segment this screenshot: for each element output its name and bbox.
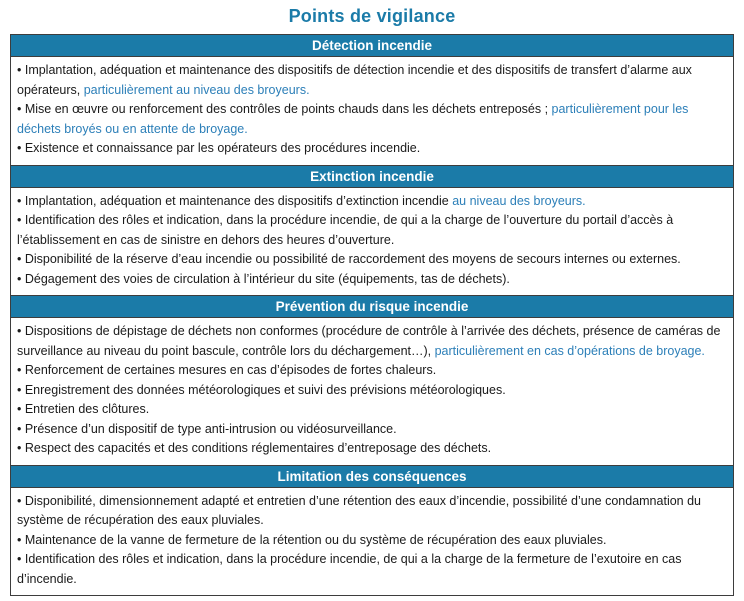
- item-text: • Disponibilité de la réserve d’eau incendie ou possibilité de raccordement des moyens de secours internes ou externes.: [17, 252, 681, 266]
- list-item: [17, 250, 727, 270]
- section-body: [11, 188, 733, 296]
- item-text: • Mise en œuvre ou renforcement des contrôles de points chauds dans les déchets entreposés ;: [17, 102, 552, 116]
- item-text: • Identification des rôles et indication, dans la procédure incendie, de qui a la charge de l’ouverture du portail d’accès à l’établissement en cas de sinistre en dehors des heures d’ouverture.: [17, 213, 674, 247]
- section-extinction: [11, 165, 733, 296]
- section-header: Extinction incendie: [11, 166, 733, 188]
- section-header: Limitation des conséquences: [11, 466, 733, 488]
- item-text: • Implantation, adéquation et maintenance des dispositifs d’extinction incendie: [17, 193, 453, 208]
- section-prevention: [11, 295, 733, 465]
- page-title: Points de vigilance: [288, 6, 456, 26]
- list-item: [17, 361, 727, 381]
- list-item: [17, 139, 727, 159]
- item-text: • Respect des capacités et des conditions réglementaires d’entreposage des déchets.: [17, 441, 492, 455]
- section-detection: [11, 35, 733, 165]
- item-text: • Existence et connaissance par les opérateurs des procédures incendie.: [17, 141, 421, 155]
- list-item: [17, 61, 727, 100]
- item-highlight: particulièrement pour les déchets broyés ou en attente de broyage.: [17, 102, 689, 136]
- item-text: • Disponibilité, dimensionnement adapté et entretien d’une rétention des eaux d’incendie, possibilité d’une condamnation du système de récupération des eaux pluviales.: [17, 493, 701, 527]
- item-highlight: particulièrement au niveau des broyeurs.: [83, 82, 310, 97]
- item-text: • Entretien des clôtures.: [17, 402, 150, 416]
- item-highlight: particulièrement en cas d’opérations de broyage.: [434, 343, 705, 358]
- item-text: • Enregistrement des données météorologiques et suivi des prévisions météorologiques.: [17, 382, 506, 397]
- item-text: • Présence d’un dispositif de type anti-intrusion ou vidéosurveillance.: [17, 421, 397, 436]
- list-item: [17, 439, 727, 459]
- list-item: [17, 492, 727, 531]
- section-body: [11, 57, 733, 165]
- list-item: [17, 400, 727, 420]
- item-text: • Renforcement de certaines mesures en cas d’épisodes de fortes chaleurs.: [17, 363, 437, 377]
- vigilance-table: [10, 34, 734, 596]
- list-item: [17, 420, 727, 440]
- list-item: [17, 531, 727, 551]
- item-highlight: au niveau des broyeurs.: [452, 193, 586, 208]
- list-item: [17, 211, 727, 250]
- section-limitation: [11, 465, 733, 596]
- section-body: [11, 488, 733, 596]
- section-header: Prévention du risque incendie: [11, 296, 733, 318]
- section-header: Détection incendie: [11, 35, 733, 57]
- item-text: • Maintenance de la vanne de fermeture de la rétention ou du système de récupération des eaux pluviales.: [17, 532, 607, 547]
- list-item: [17, 192, 727, 212]
- list-item: [17, 270, 727, 290]
- item-text: • Identification des rôles et indication, dans la procédure incendie, de qui a la charge de la fermeture de l’exutoire en cas d’incendie.: [17, 552, 682, 586]
- list-item: [17, 550, 727, 589]
- list-item: [17, 100, 727, 139]
- section-body: [11, 318, 733, 465]
- item-text: • Dégagement des voies de circulation à l’intérieur du site (équipements, tas de déchets).: [17, 271, 510, 286]
- list-item: [17, 322, 727, 361]
- item-text: • Implantation, adéquation et maintenance des dispositifs de détection incendie et des dispositifs de transfert d’alarme aux opérateurs,: [17, 63, 692, 97]
- item-text: • Dispositions de dépistage de déchets non conformes (procédure de contrôle à l’arrivée des déchets, présence de caméras de surveillance au niveau du point bascule, contrôle lors du déchargement…),: [17, 324, 721, 358]
- list-item: [17, 381, 727, 401]
